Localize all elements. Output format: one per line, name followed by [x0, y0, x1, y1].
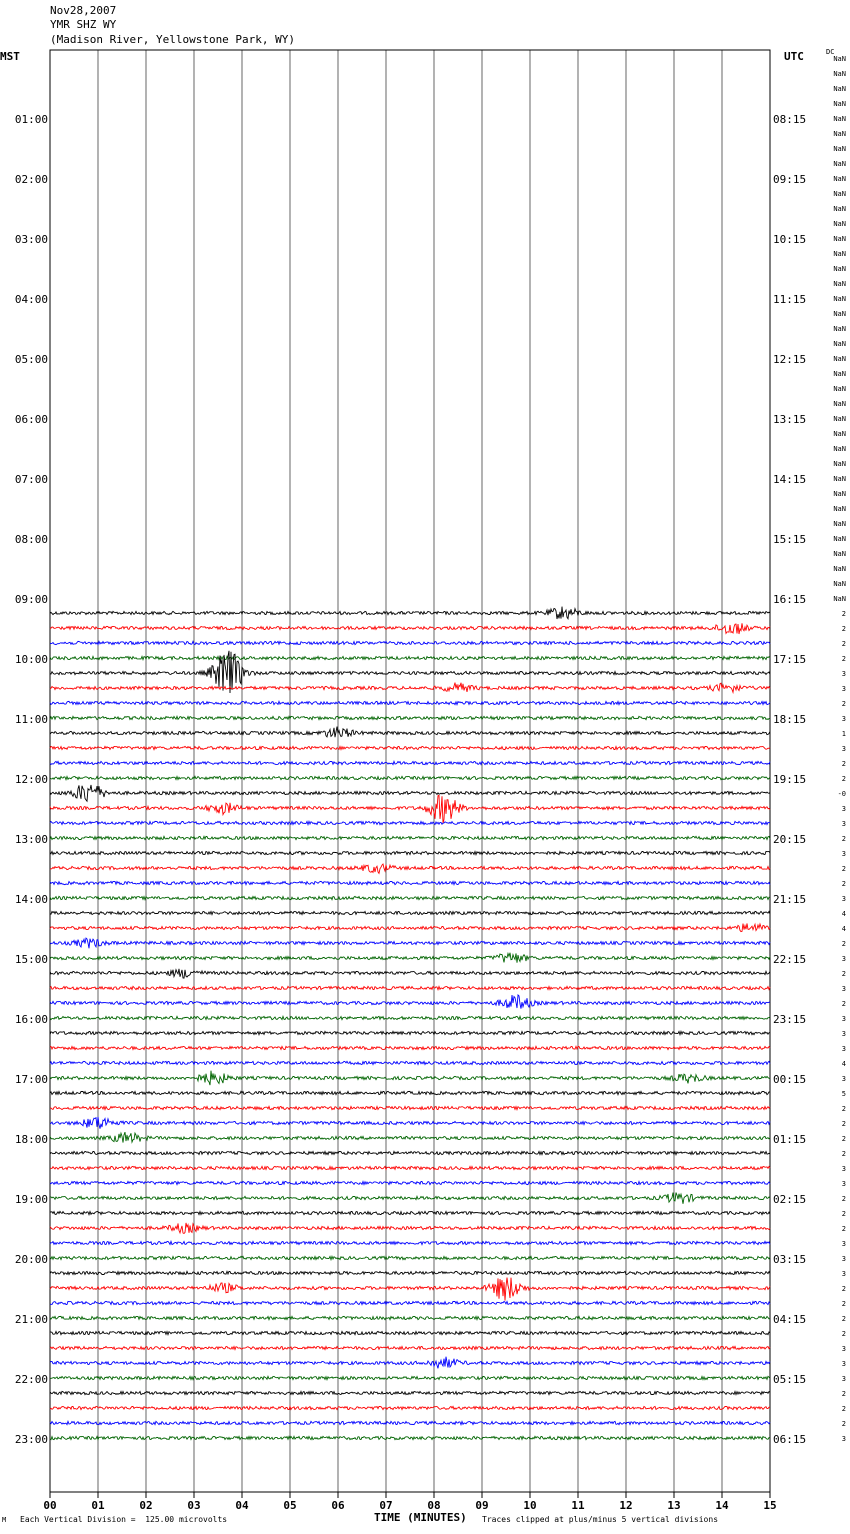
utc-hour-label: 21:15	[773, 893, 807, 906]
utc-hour-label: 05:15	[773, 1373, 807, 1386]
dc-offset-value: NaN	[833, 265, 846, 273]
mst-hour-label: 19:00	[14, 1193, 48, 1206]
x-tick-label: 09	[475, 1499, 489, 1512]
trace-line	[50, 727, 770, 738]
trace-line	[50, 1132, 770, 1143]
trace-line	[50, 1106, 770, 1109]
utc-hour-label: 06:15	[773, 1433, 807, 1446]
dc-offset-value: NaN	[833, 385, 846, 393]
dc-offset-value: NaN	[833, 325, 846, 333]
dc-offset-value: 3	[841, 1375, 846, 1383]
x-tick-label: 00	[43, 1499, 57, 1512]
utc-label: UTC	[784, 50, 804, 63]
dc-offset-value: 3	[841, 850, 846, 858]
trace-line	[50, 821, 770, 824]
dc-offset-value: 3	[841, 1435, 846, 1443]
dc-offset-value: 2	[841, 1225, 846, 1233]
utc-hour-label: 10:15	[773, 233, 807, 246]
mst-hour-label: 18:00	[14, 1133, 48, 1146]
dc-offset-value: 3	[841, 955, 846, 963]
dc-offset-value: 3	[841, 895, 846, 903]
dc-offset-value: 4	[841, 925, 846, 933]
mst-hour-label: 01:00	[14, 113, 48, 126]
x-tick-label: 14	[715, 1499, 729, 1512]
dc-offset-value: NaN	[833, 220, 846, 228]
x-tick-label: 10	[523, 1499, 537, 1512]
dc-offset-value: 3	[841, 745, 846, 753]
scale-note: Each Vertical Division = 125.00 microvolts	[20, 1515, 228, 1524]
x-tick-label: 02	[139, 1499, 153, 1512]
dc-offset-value: 2	[841, 1405, 846, 1413]
utc-hour-label: 09:15	[773, 173, 807, 186]
trace-line	[50, 1278, 770, 1301]
dc-offset-value: NaN	[833, 535, 846, 543]
trace-line	[50, 986, 770, 989]
x-tick-label: 01	[91, 1499, 105, 1512]
trace-line	[50, 656, 770, 659]
utc-hour-label: 08:15	[773, 113, 807, 126]
dc-offset-value: NaN	[833, 175, 846, 183]
location-label: (Madison River, Yellowstone Park, WY)	[50, 33, 296, 46]
mst-hour-label: 02:00	[14, 173, 48, 186]
utc-hour-label: 16:15	[773, 593, 807, 606]
dc-offset-value: NaN	[833, 280, 846, 288]
mst-hour-label: 11:00	[14, 713, 48, 726]
dc-offset-value: 2	[841, 1120, 846, 1128]
x-tick-label: 15	[763, 1499, 777, 1512]
utc-hour-label: 13:15	[773, 413, 807, 426]
dc-offset-value: 3	[841, 715, 846, 723]
dc-offset-value: 2	[841, 835, 846, 843]
utc-hour-label: 18:15	[773, 713, 807, 726]
dc-offset-value: 2	[841, 1135, 846, 1143]
trace-line	[50, 836, 770, 839]
x-tick-label: 07	[379, 1499, 393, 1512]
utc-hour-label: 19:15	[773, 773, 807, 786]
trace-line	[50, 1376, 770, 1379]
dc-offset-value: 3	[841, 1360, 846, 1368]
trace-line	[50, 1316, 770, 1319]
trace-line	[50, 1181, 770, 1184]
dc-offset-value: NaN	[833, 160, 846, 168]
dc-offset-value: NaN	[833, 85, 846, 93]
dc-offset-value: 2	[841, 1150, 846, 1158]
trace-line	[50, 896, 770, 899]
trace-line	[50, 851, 770, 854]
dc-offset-value: NaN	[833, 565, 846, 573]
date-label: Nov28,2007	[50, 4, 117, 17]
dc-offset-value: 2	[841, 865, 846, 873]
trace-line	[50, 1061, 770, 1064]
mst-hour-label: 16:00	[14, 1013, 48, 1026]
x-tick-label: 08	[427, 1499, 441, 1512]
dc-offset-value: NaN	[833, 580, 846, 588]
dc-offset-value: NaN	[833, 115, 846, 123]
utc-hour-label: 04:15	[773, 1313, 807, 1326]
dc-offset-value: 3	[841, 805, 846, 813]
mst-hour-label: 22:00	[14, 1373, 48, 1386]
trace-line	[50, 1406, 770, 1409]
mst-hour-label: 10:00	[14, 653, 48, 666]
trace-line	[50, 641, 770, 644]
trace-line	[50, 1357, 770, 1369]
trace-line	[50, 969, 770, 978]
mst-label: MST	[0, 50, 20, 63]
dc-offset-value: 2	[841, 1390, 846, 1398]
dc-offset-value: 2	[841, 880, 846, 888]
trace-line	[50, 1331, 770, 1334]
dc-offset-value: NaN	[833, 100, 846, 108]
dc-offset-value: NaN	[833, 505, 846, 513]
dc-offset-value: 3	[841, 1030, 846, 1038]
x-tick-label: 11	[571, 1499, 585, 1512]
trace-line	[50, 1241, 770, 1244]
mst-hour-label: 14:00	[14, 893, 48, 906]
dc-offset-value: 3	[841, 1045, 846, 1053]
dc-offset-value: NaN	[833, 310, 846, 318]
dc-offset-value: NaN	[833, 370, 846, 378]
dc-offset-value: NaN	[833, 430, 846, 438]
dc-offset-value: 3	[841, 1075, 846, 1083]
mst-hour-label: 08:00	[14, 533, 48, 546]
dc-offset-value: NaN	[833, 415, 846, 423]
dc-offset-value: NaN	[833, 70, 846, 78]
dc-offset-value: NaN	[833, 460, 846, 468]
trace-line	[50, 1436, 770, 1439]
dc-offset-value: 4	[841, 910, 846, 918]
trace-line	[50, 1046, 770, 1049]
x-tick-label: 05	[283, 1499, 297, 1512]
trace-line	[50, 1346, 770, 1349]
mst-hour-label: 20:00	[14, 1253, 48, 1266]
trace-line	[50, 1091, 770, 1094]
trace-line	[50, 701, 770, 704]
dc-offset-value: 3	[841, 1180, 846, 1188]
trace-line	[50, 746, 770, 749]
station-label: YMR SHZ WY	[50, 18, 117, 31]
trace-line	[50, 1223, 770, 1234]
trace-line	[50, 1151, 770, 1154]
dc-offset-value: 3	[841, 985, 846, 993]
trace-line	[50, 1301, 770, 1304]
dc-offset-value: 2	[841, 640, 846, 648]
dc-offset-value: 3	[841, 670, 846, 678]
trace-line	[50, 716, 770, 719]
dc-offset-value: NaN	[833, 595, 846, 603]
trace-line	[50, 881, 770, 884]
clip-note: Traces clipped at plus/minus 5 vertical divisions	[482, 1515, 719, 1524]
mst-hour-label: 07:00	[14, 473, 48, 486]
dc-offset-value: 3	[841, 1345, 846, 1353]
dc-offset-value: NaN	[833, 205, 846, 213]
dc-offset-value: NaN	[833, 400, 846, 408]
trace-line	[50, 785, 770, 801]
dc-offset-value: 2	[841, 940, 846, 948]
dc-offset-value: 2	[841, 610, 846, 618]
trace-line	[50, 1421, 770, 1424]
mst-hour-label: 03:00	[14, 233, 48, 246]
utc-hour-label: 15:15	[773, 533, 807, 546]
plot-frame	[50, 50, 770, 1492]
dc-offset-value: 3	[841, 1015, 846, 1023]
dc-offset-value: NaN	[833, 475, 846, 483]
dc-offset-value: 2	[841, 970, 846, 978]
utc-hour-label: 03:15	[773, 1253, 807, 1266]
dc-offset-value: NaN	[833, 130, 846, 138]
trace-line	[50, 1271, 770, 1274]
trace-line	[50, 1166, 770, 1169]
trace-line	[50, 1211, 770, 1214]
dc-offset-value: NaN	[833, 145, 846, 153]
dc-offset-value: 2	[841, 1210, 846, 1218]
x-tick-label: 12	[619, 1499, 633, 1512]
utc-hour-label: 11:15	[773, 293, 807, 306]
mst-hour-label: 15:00	[14, 953, 48, 966]
dc-offset-value: 2	[841, 1285, 846, 1293]
trace-line	[50, 1031, 770, 1034]
trace-line	[50, 1391, 770, 1394]
dc-offset-value: 3	[841, 1255, 846, 1263]
trace-line	[50, 938, 770, 948]
dc-offset-value: NaN	[833, 355, 846, 363]
corner-mark: M	[2, 1516, 7, 1524]
dc-offset-value: 2	[841, 1000, 846, 1008]
dc-offset-value: 2	[841, 760, 846, 768]
dc-offset-value: NaN	[833, 55, 846, 63]
mst-hour-label: 21:00	[14, 1313, 48, 1326]
trace-line	[50, 761, 770, 764]
dc-offset-value: 2	[841, 1195, 846, 1203]
dc-offset-value: 1	[841, 730, 846, 738]
dc-offset-value: NaN	[833, 550, 846, 558]
utc-hour-label: 22:15	[773, 953, 807, 966]
utc-hour-label: 02:15	[773, 1193, 807, 1206]
dc-offset-value: 4	[841, 1060, 846, 1068]
dc-offset-value: 3	[841, 1240, 846, 1248]
trace-line	[50, 953, 770, 963]
utc-hour-label: 20:15	[773, 833, 807, 846]
x-tick-label: 06	[331, 1499, 345, 1512]
dc-offset-value: 2	[841, 1420, 846, 1428]
dc-offset-value: 2	[841, 1300, 846, 1308]
trace-line	[50, 995, 770, 1009]
x-axis-label: TIME (MINUTES)	[374, 1511, 467, 1524]
utc-hour-label: 23:15	[773, 1013, 807, 1026]
x-tick-label: 04	[235, 1499, 249, 1512]
dc-offset-value: 3	[841, 1270, 846, 1278]
utc-hour-label: 12:15	[773, 353, 807, 366]
utc-hour-label: 17:15	[773, 653, 807, 666]
utc-hour-label: 00:15	[773, 1073, 807, 1086]
dc-label: DC	[826, 48, 835, 56]
dc-offset-value: 2	[841, 1315, 846, 1323]
x-tick-label: 13	[667, 1499, 681, 1512]
trace-line	[50, 1071, 770, 1085]
dc-offset-value: 2	[841, 655, 846, 663]
dc-offset-value: 2	[841, 1105, 846, 1113]
dc-offset-value: NaN	[833, 190, 846, 198]
trace-line	[50, 1256, 770, 1259]
dc-offset-value: -0	[837, 790, 846, 798]
dc-offset-value: NaN	[833, 295, 846, 303]
dc-offset-value: NaN	[833, 445, 846, 453]
dc-offset-value: 3	[841, 685, 846, 693]
mst-hour-label: 12:00	[14, 773, 48, 786]
utc-hour-label: 01:15	[773, 1133, 807, 1146]
trace-line	[50, 911, 770, 914]
mst-hour-label: 06:00	[14, 413, 48, 426]
x-tick-label: 03	[187, 1499, 201, 1512]
dc-offset-value: NaN	[833, 250, 846, 258]
mst-hour-label: 09:00	[14, 593, 48, 606]
dc-offset-value: 2	[841, 625, 846, 633]
trace-line	[50, 795, 770, 823]
mst-hour-label: 13:00	[14, 833, 48, 846]
trace-line	[50, 1117, 770, 1129]
trace-line	[50, 1016, 770, 1019]
trace-line	[50, 1193, 770, 1204]
dc-offset-value: 5	[841, 1090, 846, 1098]
dc-offset-value: NaN	[833, 520, 846, 528]
dc-offset-value: NaN	[833, 490, 846, 498]
mst-hour-label: 04:00	[14, 293, 48, 306]
dc-offset-value: 3	[841, 1165, 846, 1173]
trace-line	[50, 864, 770, 873]
dc-offset-value: NaN	[833, 340, 846, 348]
mst-hour-label: 17:00	[14, 1073, 48, 1086]
mst-hour-label: 23:00	[14, 1433, 48, 1446]
dc-offset-value: 3	[841, 820, 846, 828]
trace-line	[50, 683, 770, 693]
dc-offset-value: NaN	[833, 235, 846, 243]
trace-line	[50, 924, 770, 932]
dc-offset-value: 2	[841, 775, 846, 783]
utc-hour-label: 14:15	[773, 473, 807, 486]
dc-offset-value: 2	[841, 700, 846, 708]
mst-hour-label: 05:00	[14, 353, 48, 366]
trace-line	[50, 623, 770, 634]
trace-line	[50, 607, 770, 619]
trace-line	[50, 776, 770, 779]
dc-offset-value: 2	[841, 1330, 846, 1338]
